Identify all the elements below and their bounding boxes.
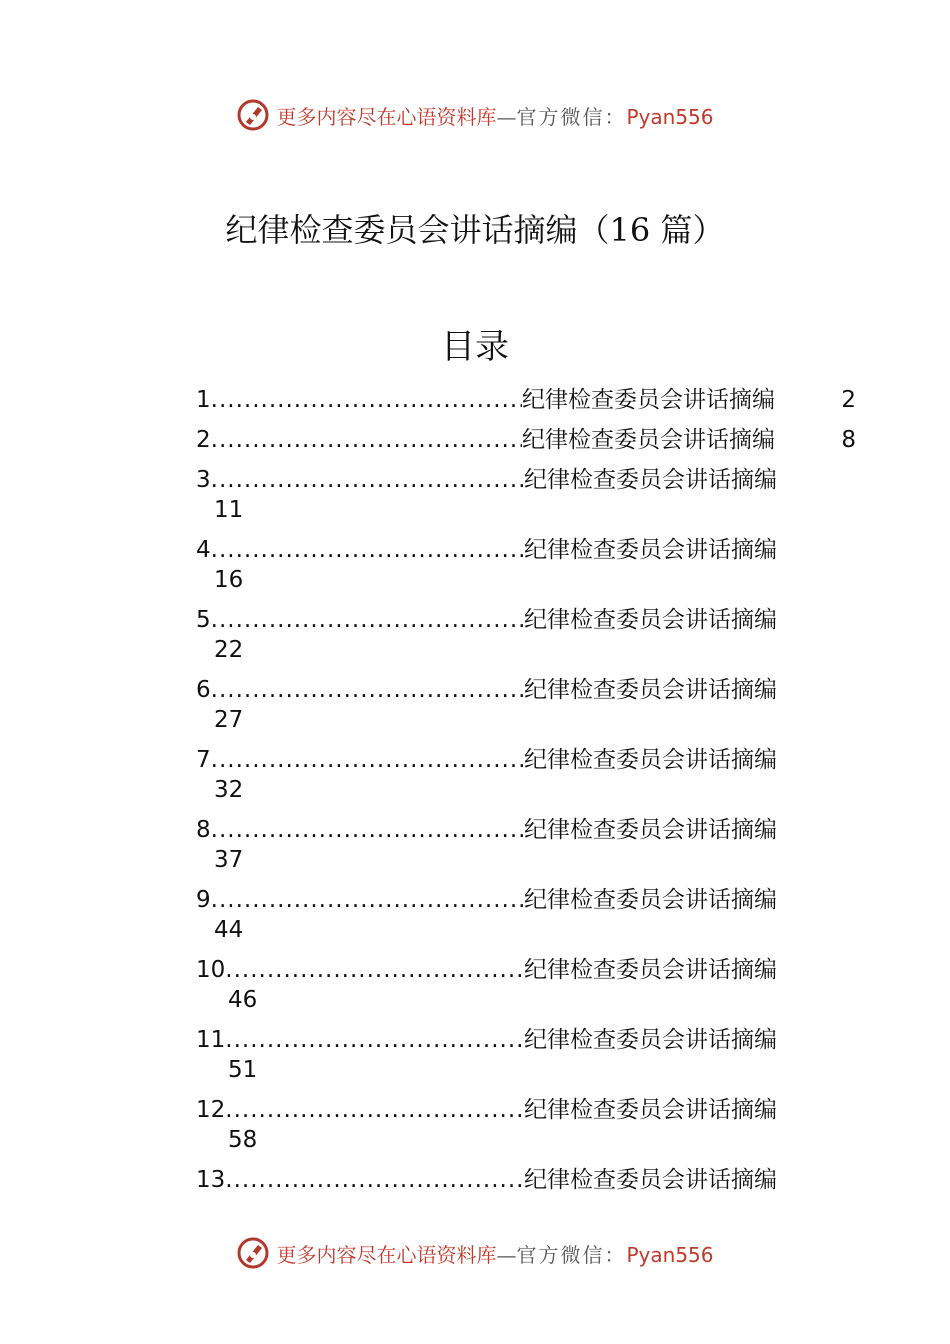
- document-title: 纪律检查委员会讲话摘编（16 篇）: [225, 211, 725, 249]
- toc-page-number: 46: [228, 987, 258, 1013]
- header-watermark-banner: [0, 95, 950, 135]
- pen-logo-icon: [236, 98, 270, 132]
- toc-page-number: 8: [841, 427, 856, 453]
- banner-main-text: 更多内容尽在心语资料库: [276, 1242, 497, 1267]
- toc-dot-leader: [225, 1165, 524, 1195]
- toc-entry[interactable]: [196, 465, 856, 535]
- toc-entry-label: 纪律检查委员会讲话摘编: [524, 817, 777, 843]
- toc-dot-leader: [211, 465, 524, 495]
- toc-entry-label: 纪律检查委员会讲话摘编: [524, 537, 777, 563]
- toc-entry-number: 8: [196, 817, 211, 843]
- toc-entry-label: 纪律检查委员会讲话摘编: [522, 387, 775, 413]
- toc-entry-number: 5: [196, 607, 211, 633]
- toc-entry-label: 纪律检查委员会讲话摘编: [524, 1167, 777, 1193]
- toc-page-number: 58: [228, 1127, 258, 1153]
- toc-entry-number: 3: [196, 467, 211, 493]
- toc-page-number: 16: [214, 567, 244, 593]
- toc-entry-number: 10: [196, 957, 226, 983]
- toc-entry-label: 纪律检查委员会讲话摘编: [524, 677, 777, 703]
- toc-dot-leader: [211, 745, 524, 775]
- toc-entry[interactable]: [196, 1025, 856, 1095]
- toc-page-number: 22: [214, 637, 244, 663]
- banner-text: [276, 1239, 713, 1268]
- banner-dash: —: [496, 1242, 517, 1267]
- toc-entry-label: 纪律检查委员会讲话摘编: [524, 747, 777, 773]
- toc-page-number: 27: [214, 707, 244, 733]
- toc-entry[interactable]: [196, 675, 856, 745]
- toc-entry-label: 纪律检查委员会讲话摘编: [524, 887, 777, 913]
- toc-entry-label: 纪律检查委员会讲话摘编: [522, 427, 775, 453]
- banner-official-text: 官方微信：: [516, 104, 627, 129]
- toc-heading: 目录: [441, 327, 509, 367]
- toc-page-number: 32: [214, 777, 244, 803]
- banner-official-text: 官方微信：: [516, 1242, 627, 1267]
- toc-entry-label: 纪律检查委员会讲话摘编: [524, 1097, 777, 1123]
- toc-entry-number: 9: [196, 887, 211, 913]
- toc-entry-label: 纪律检查委员会讲话摘编: [524, 467, 777, 493]
- banner-text: [276, 101, 713, 130]
- toc-entry[interactable]: [196, 1165, 856, 1235]
- banner-dash: —: [496, 104, 517, 129]
- toc-entry[interactable]: [196, 425, 856, 465]
- toc-dot-leader: [211, 675, 524, 705]
- toc-entry[interactable]: [196, 1095, 856, 1165]
- toc-entry[interactable]: [196, 955, 856, 1025]
- toc-entry-number: 6: [196, 677, 211, 703]
- toc-entry-number: 13: [196, 1167, 226, 1193]
- table-of-contents: [196, 385, 856, 1235]
- toc-entry[interactable]: [196, 745, 856, 815]
- toc-entry-number: 11: [196, 1027, 226, 1053]
- toc-entry-number: 12: [196, 1097, 226, 1123]
- toc-entry[interactable]: [196, 605, 856, 675]
- toc-dot-leader: [225, 1025, 524, 1055]
- toc-dot-leader: [225, 1095, 524, 1125]
- banner-wechat-id: Pyan556: [626, 104, 714, 129]
- toc-dot-leader: [211, 535, 524, 565]
- toc-page-number: 51: [228, 1057, 258, 1083]
- toc-entry[interactable]: [196, 815, 856, 885]
- toc-entry-number: 7: [196, 747, 211, 773]
- toc-dot-leader: [211, 385, 522, 415]
- toc-dot-leader: [211, 885, 524, 915]
- toc-dot-leader: [211, 425, 522, 455]
- toc-dot-leader: [211, 815, 524, 845]
- toc-entry-number: 1: [196, 387, 211, 413]
- pen-logo-icon: [236, 1236, 270, 1270]
- toc-entry-number: 2: [196, 427, 211, 453]
- toc-dot-leader: [211, 605, 524, 635]
- toc-entry-label: 纪律检查委员会讲话摘编: [524, 1027, 777, 1053]
- toc-entry[interactable]: [196, 385, 856, 425]
- toc-entry-number: 4: [196, 537, 211, 563]
- toc-entry-label: 纪律检查委员会讲话摘编: [524, 957, 777, 983]
- toc-page-number: 37: [214, 847, 244, 873]
- toc-entry[interactable]: [196, 535, 856, 605]
- toc-page-number: 2: [841, 387, 856, 413]
- toc-page-number: 11: [214, 497, 244, 523]
- footer-watermark-banner: [0, 1233, 950, 1273]
- banner-main-text: 更多内容尽在心语资料库: [276, 104, 497, 129]
- toc-page-number: 44: [214, 917, 244, 943]
- toc-page-number: [196, 1195, 856, 1225]
- toc-dot-leader: [225, 955, 524, 985]
- toc-entry-label: 纪律检查委员会讲话摘编: [524, 607, 777, 633]
- toc-entry[interactable]: [196, 885, 856, 955]
- banner-wechat-id: Pyan556: [626, 1242, 714, 1267]
